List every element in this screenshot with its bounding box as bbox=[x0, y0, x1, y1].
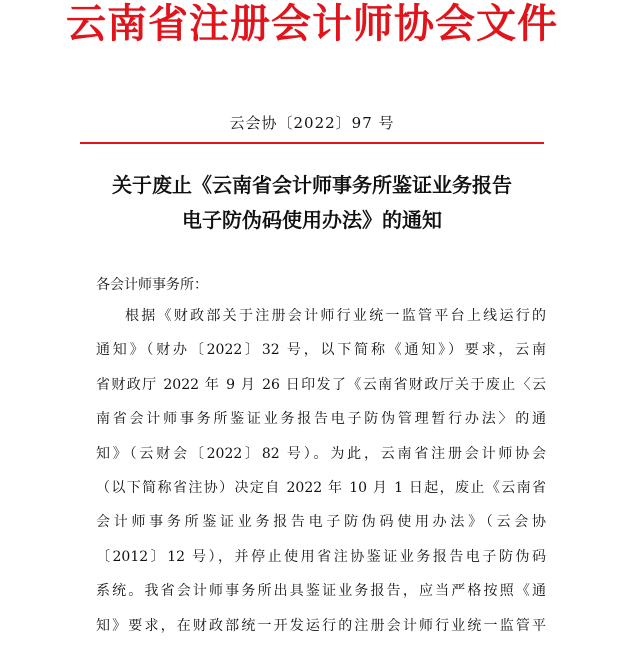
body-line: 根据《财政部关于注册会计师行业统一监管平台上线运行的 bbox=[125, 308, 546, 324]
body-line: 知》要求，在财政部统一开发运行的注册会计师行业统一监管平 bbox=[96, 617, 546, 634]
document-number: 云会协〔2022〕97 号 bbox=[229, 114, 395, 132]
body-line: 省财政厅 2022 年 9 月 26 日印发了《云南省财政厅关于废止〈云 bbox=[96, 376, 546, 393]
title-line-2: 电子防伪码使用办法》的通知 bbox=[182, 208, 442, 232]
red-divider-line bbox=[80, 142, 544, 144]
organization-header: 云南省注册会计师协会文件 bbox=[66, 1, 558, 47]
body-line: 南省会计师事务所鉴证业务报告电子防伪管理暂行办法〉的通 bbox=[96, 411, 546, 428]
addressee: 各会计师事务所： bbox=[96, 277, 208, 293]
body-line: 〔2012〕12 号），并停止使用省注协鉴证业务报告电子防伪码 bbox=[96, 548, 546, 565]
body-line: 通知》（财办〔2022〕32 号，以下简称《通知》）要求，云南 bbox=[96, 342, 546, 359]
body-line: 系统。我省会计师事务所出具鉴证业务报告，应当严格按照《通 bbox=[96, 583, 546, 600]
document-title bbox=[60, 168, 564, 238]
body-line: 会计师事务所鉴证业务报告电子防伪码使用办法》（云会协 bbox=[96, 514, 546, 531]
body-text bbox=[96, 306, 546, 650]
title-line-1: 关于废止《云南省会计师事务所鉴证业务报告 bbox=[112, 173, 512, 197]
body-line: （以下简称省注协）决定自 2022 年 10 月 1 日起，废止《云南省 bbox=[96, 479, 546, 496]
body-line: 知》（云财会〔2022〕82 号）。为此，云南省注册会计师协会 bbox=[96, 445, 546, 462]
